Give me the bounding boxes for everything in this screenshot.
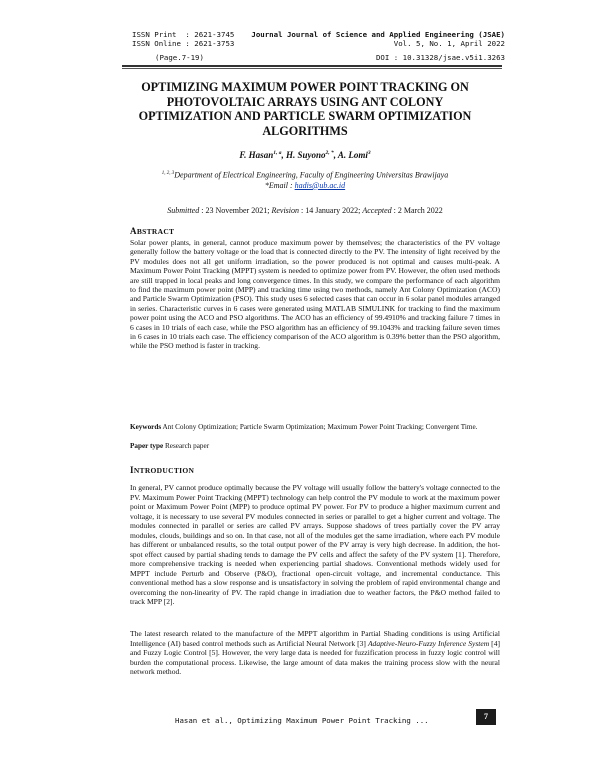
accepted-date: : 2 March 2022: [391, 206, 443, 215]
abstract-body: Solar power plants, in general, cannot produce maximum power by themselves; the characteristics of the PV voltage generally follow the battery voltage or the load that is connected directly to the PV. The intensity of light received by the PV modules does not all get uniform irradiation, so the power produced is not optimal and causes multi-peak. A Maximum Power Point Tracking (MPPT) system is needed to optimize power from PV. However, the often used methods are still trapped in local peaks and long convergence times. In this study, we compare the performance of each algorithm to find the maximum power point (MPP) and tracking time using two methods, namely Ant Colony Optimization (ACO) and Particle Swarm Optimization (PSO). This study uses 6 selected cases that can occur in 6 solar panel modules arranged in series. Characteristic curves in 6 cases were generated using MATLAB SIMULINK for tracking to find the maximum power point using the ACO and PSO algorithms. The ACO has an efficiency of 99.4910% and tracking failure 7 times in 6 cases in 10 trials of each case, while the PSO algorithm has an efficiency of 99.1043% and tracking failure seven times in 6 cases in 10 trials each case. The efficiency comparison of the ACO algorithm is 0.39% better than the PSO algorithm, while the PSO method is faster in tracking.: [130, 238, 500, 351]
paper-type-value: Research paper: [163, 442, 210, 450]
header-rule-thin: [122, 68, 502, 69]
journal-block: [251, 30, 505, 48]
doi: DOI : 10.31328/jsae.v5i1.3263: [375, 53, 505, 62]
abstract-heading: [130, 226, 174, 236]
paper-type: [130, 442, 209, 450]
affiliation-sup: 1, 2, 3: [161, 171, 175, 176]
keywords-label: Keywords: [130, 423, 162, 431]
intro-p2-end: [4] and Fuzzy Logic Control [5]. However, the very large data is needed for fuzzification process in fuzzy logic control will burden the computational process. Likewise, the large amount of data makes the training process slow with the neural network method.: [130, 638, 500, 676]
introduction-paragraph-1: In general, PV cannot produce optimally because the PV voltage will usually follow the battery's voltage connected to the PV. Maximum Power Point Tracking (MPPT) technology can help control the PV module to work at the maximum power point or Maximum Power Point (MPP) to produce optimal PV power. For PV to produce a higher maximum current and voltage, it is necessary to use several PV modules connected in series or parallel to get a higher current and voltage. The modules connected in parallel or series are called PV arrays. Suppose shadows of trees partially cover the PV array modules, clouds, buildings and so on. In that case, not all of the modules get the same irradiation, where each PV module has different or unbalanced results, so the total output power of the PV array is very high decrease. In addition, the hot-spot effect caused by partial shading tends to damage the PV cells and affect the safety of the PV system [1]. Therefore, more comprehensive tracking is needed when experiencing partial shadows. Conventional methods widely used for MPPT include Perturb and Observe (P&O), fractional open-circuit voltage, and incremental conductance. This conventional method has a slow response and is unsatisfactory in solving the problem of rapid environmental change and overcoming the non-linearity of PV. The rapid change in irradiation due to weather factors, the P&O method failed to track MPP [2].: [130, 483, 500, 606]
author-3-sup: 3: [367, 150, 371, 156]
author-1-sup: 1, a: [273, 150, 282, 156]
author-1: F. Hasan: [239, 150, 274, 160]
submitted-date: : 23 November 2021;: [199, 206, 272, 215]
paper-type-label: Paper type: [130, 442, 164, 450]
introduction-heading-rest: NTRODUCTION: [133, 466, 195, 475]
email-link[interactable]: hadis@ub.ac.id: [294, 180, 346, 190]
paper-title: OPTIMIZING MAXIMUM POWER POINT TRACKING ON PHOTOVOLTAIC ARRAYS USING ANT COLONY OPTIMIZATION AND PARTICLE SWARM OPTIMIZATION ALGORITHMS: [138, 80, 472, 138]
running-footer: Hasan et al., Optimizing Maximum Power Point Tracking ...: [175, 716, 429, 725]
header-rule: [122, 65, 502, 67]
issn-print: ISSN Print : 2621-3745: [132, 30, 235, 39]
abstract-heading-initial: A: [130, 226, 137, 236]
submission-dates: [130, 206, 480, 215]
revision-label: Revision: [271, 206, 299, 215]
affiliation-text: Department of Electrical Engineering, Faculty of Engineering Universitas Brawijaya: [174, 170, 449, 180]
accepted-label: Accepted: [362, 206, 392, 215]
page-number: 7: [476, 709, 496, 725]
introduction-paragraph-2: [130, 629, 500, 677]
abstract-heading-rest: BSTRACT: [136, 227, 175, 236]
introduction-heading: [130, 465, 194, 475]
page-range: (Page.7-19): [155, 53, 204, 62]
author-2-sup: 2, *: [325, 150, 334, 156]
intro-p2-italic: Adaptive-Neuro-Fuzzy Inference System: [367, 638, 490, 648]
author-sep-1: ,: [281, 150, 286, 160]
keywords-text: Ant Colony Optimization; Particle Swarm Optimization; Maximum Power Point Tracking; Convergent Time.: [161, 423, 478, 431]
intro-p2-start: The latest research related to the manufacture of the MPPT algorithm in Partial Shading conditions is using Artificial Intelligence (AI) based control methods such as Artificial Neural Network [3]: [130, 629, 500, 648]
issn-block: [132, 30, 234, 48]
email-label: *Email :: [264, 180, 295, 190]
author-sep-2: ,: [333, 150, 338, 160]
introduction-heading-initial: I: [130, 465, 134, 475]
journal-volume: Vol. 5, No. 1, April 2022: [393, 39, 505, 48]
revision-date: : 14 January 2022;: [299, 206, 363, 215]
keywords: [130, 423, 500, 432]
author-list: [130, 150, 480, 160]
author-3: A. Lomi: [337, 150, 368, 160]
author-2: H. Suyono: [285, 150, 326, 160]
journal-name: Journal Journal of Science and Applied Engineering (JSAE): [251, 30, 505, 39]
affiliation: [130, 169, 480, 191]
submitted-label: Submitted: [167, 206, 200, 215]
issn-online: ISSN Online : 2621-3753: [132, 39, 235, 48]
